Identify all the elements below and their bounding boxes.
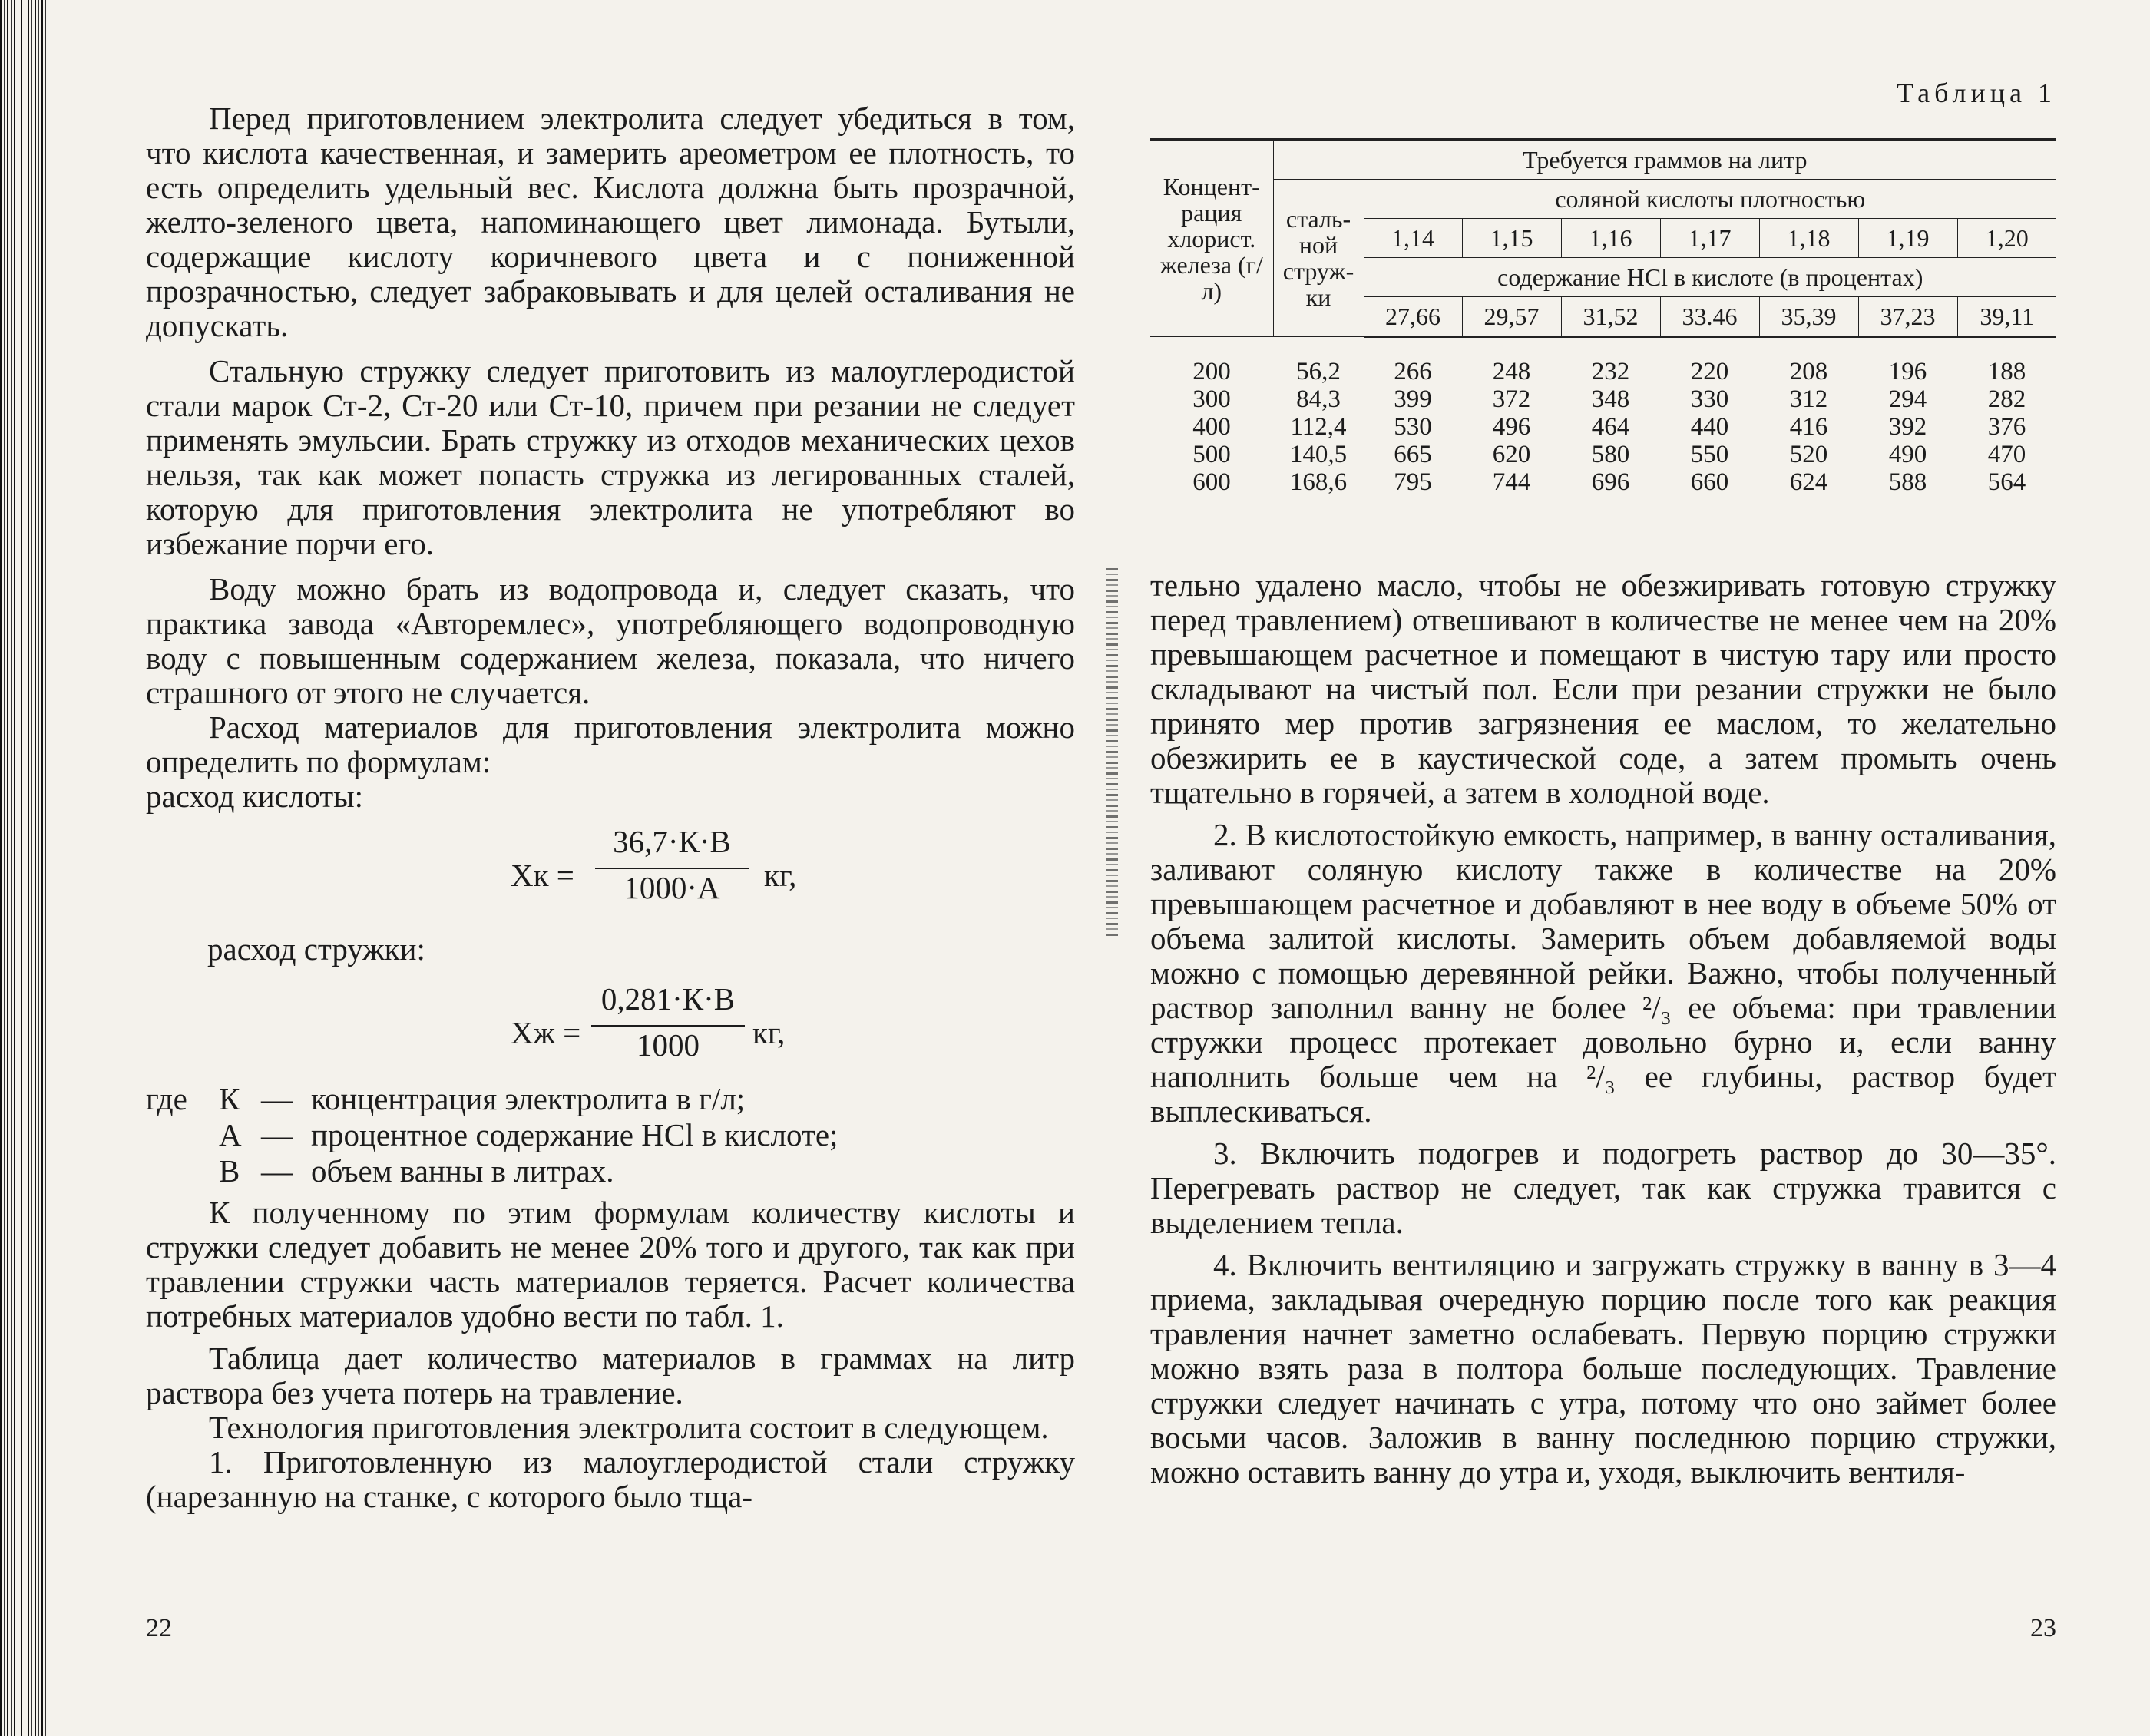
table-cell: 140,5 (1289, 441, 1348, 468)
header-steel: сталь-ной струж-ки (1273, 180, 1364, 337)
page-number-left: 22 (146, 1614, 172, 1642)
left-page-body (146, 101, 1075, 1514)
header-density: 1,19 (1858, 219, 1957, 258)
formula-acid-unit: кг, (764, 858, 797, 893)
table-row (1150, 385, 2056, 413)
table-cell: 624 (1789, 468, 1828, 496)
table-cell: 399 (1394, 385, 1432, 413)
paragraph-continuation: тельно удалено масло, чтобы не обезжиривать готовую стружку перед травлением) отвешивают в количестве не менее чем на 20% превышающем расчетное и помещают в чистую тару или просто складывают на чистый пол. Если при резании стружки не было принято мер против загрязнения ее маслом, то желательно обезжирить ее в каустической соде, а затем промыть очень тщательно в горячей, а затем в холодной воде. (1150, 567, 2056, 810)
table-row (1150, 337, 2056, 386)
formula-shavings-denominator: 1000 (637, 1027, 700, 1063)
table-cell: 220 (1690, 358, 1729, 385)
right-page-body (1150, 568, 2056, 1490)
paragraph-acid-quality: Перед приготовлением электролита следует убедиться в том, что кислота качественная, и замерить ареометром ее плотность, то есть определить удельный вес. Кислота должна быть прозрачной, желто-зеленого цвета, напоминающего цвет лимонада. Бутыли, содержащие кислоту коричневого цвета и с пониженной прозрачностью, следует забраковывать и для целей осталивания не допускать. (146, 101, 1075, 343)
paragraph-steel-shavings: Стальную стружку следует приготовить из малоуглеродистой стали марок Ст-2, Ст-20 или Ст-10, причем при резании не следует применять эмульсии. Брать стружку из отходов механических цехов нельзя, так как может попасть стружка из легированных сталей, которую для приготовления электролита не употребляют во избежание порчи его. (146, 353, 1075, 561)
header-percent: 31,52 (1561, 297, 1660, 337)
table-cell: 188 (1987, 358, 2026, 385)
header-density: 1,16 (1561, 219, 1660, 258)
table-cell: 348 (1591, 385, 1630, 413)
table-cell: 392 (1888, 413, 1927, 441)
table-cell: 56,2 (1296, 357, 1341, 385)
header-percent: 33.46 (1660, 297, 1759, 337)
table-cell: 84,3 (1296, 385, 1341, 413)
table-cell: 300 (1192, 385, 1231, 413)
table-cell: 400 (1192, 413, 1231, 441)
acid-consumption-label: расход кислоты: (146, 779, 364, 814)
legend-text: концентрация электролита в г/л; (311, 1081, 746, 1116)
table-cell: 665 (1394, 441, 1432, 468)
header-hcl-content: содержание HCl в кислоте (в процентах) (1364, 258, 2056, 297)
formula-shavings-unit: кг, (752, 1015, 786, 1050)
table-cell: 620 (1492, 441, 1531, 468)
paragraph-step-4: 4. Включить вентиляцию и загружать стружку в ванну в 3—4 приема, закладывая очередную порцию после того как реакция травления начнет заметно ослабевать. Первую порцию стружки можно взять раза в полтора больше последующих. Травление стружки следует начинать с утра, потому что оно займет более восьми часов. Заложив в ванну последнюю порцию стружки, можно оставить ванну до утра и, уходя, выключить вентиля- (1150, 1247, 2056, 1490)
paragraph-extra-percent: К полученному по этим формулам количеству кислоты и стружки следует добавить не менее 20% того и другого, так как при травлении стружки часть материалов теряется. Расчет количества потребных материалов удобно вести по табл. 1. (146, 1195, 1075, 1334)
table-row (1150, 468, 2056, 496)
table-cell: 550 (1690, 441, 1729, 468)
header-percent: 39,11 (1957, 297, 2056, 337)
shavings-consumption-label: расход стружки: (207, 931, 425, 967)
formula-acid-numerator: 36,7·К·В (613, 824, 731, 859)
right-page (1150, 0, 2056, 1736)
table-cell: 376 (1987, 413, 2026, 441)
table-cell: 196 (1888, 358, 1927, 385)
header-density: 1,14 (1364, 219, 1462, 258)
legend-dash: — (261, 1081, 293, 1116)
header-required: Требуется граммов на литр (1273, 140, 2056, 180)
legend-text: процентное содержание HCl в кислоте; (311, 1117, 838, 1152)
table-cell: 580 (1591, 441, 1630, 468)
table-cell: 588 (1888, 468, 1927, 496)
table-cell: 470 (1987, 441, 2026, 468)
table-cell: 330 (1690, 385, 1729, 413)
left-page (146, 0, 1075, 1736)
table-cell: 490 (1888, 441, 1927, 468)
header-acid: соляной кислоты плотностью (1364, 180, 2056, 219)
table-cell: 500 (1192, 441, 1231, 468)
paragraph-water: Воду можно брать из водопровода и, следует сказать, что практика завода «Авторемлес», употребляющего водопроводную воду с повышенным содержанием железа, показала, что ничего страшного от этого не случается. (146, 571, 1075, 710)
table-cell: 200 (1192, 357, 1231, 385)
header-density: 1,20 (1957, 219, 2056, 258)
table-cell: 294 (1888, 385, 1927, 413)
gutter-shadow (1106, 568, 1118, 937)
paragraph-table-note: Таблица дает количество материалов в граммах на литр раствора без учета потерь на травление. (146, 1341, 1075, 1410)
table-cell: 312 (1789, 385, 1828, 413)
table-row (1150, 441, 2056, 468)
header-percent: 29,57 (1462, 297, 1561, 337)
data-table (1150, 138, 2056, 496)
header-percent: 27,66 (1364, 297, 1462, 337)
table-cell: 660 (1690, 468, 1729, 496)
header-density: 1,18 (1759, 219, 1858, 258)
paragraph-step-3: 3. Включить подогрев и подогреть раствор до 30—35°. Перегревать раствор не следует, так как стружка травится с выделением тепла. (1150, 1136, 2056, 1240)
table-cell: 282 (1987, 385, 2026, 413)
table-cell: 496 (1492, 413, 1531, 441)
table-cell: 564 (1987, 468, 2026, 496)
formula-shavings-lhs: Xж = (511, 1015, 581, 1050)
table-caption: Таблица 1 (1897, 78, 2056, 108)
table-cell: 696 (1591, 468, 1630, 496)
table-cell: 266 (1394, 358, 1432, 385)
paragraph-step-1: 1. Приготовленную из малоуглеродистой стали стружку (нарезанную на станке, с которого было тща- (146, 1444, 1075, 1514)
header-density: 1,17 (1660, 219, 1759, 258)
formula-acid-denominator: 1000·А (624, 870, 720, 905)
formula-acid-lhs: Xк = (511, 858, 574, 893)
table-cell: 248 (1492, 358, 1531, 385)
book-spine-edge (0, 0, 46, 1736)
table-cell: 464 (1591, 413, 1630, 441)
table-cell: 372 (1492, 385, 1531, 413)
legend-text: объем ванны в литрах. (311, 1153, 614, 1189)
header-percent: 35,39 (1759, 297, 1858, 337)
legend-symbol: В (219, 1153, 240, 1189)
header-percent: 37,23 (1858, 297, 1957, 337)
paragraph-technology: Технология приготовления электролита состоит в следующем. (209, 1410, 1049, 1445)
header-concentration: Концент-рация хлорист. железа (г/л) (1150, 140, 1273, 337)
formula-shavings-numerator: 0,281·К·В (600, 981, 736, 1017)
table-cell: 168,6 (1289, 468, 1348, 496)
header-density: 1,15 (1462, 219, 1561, 258)
table-cell: 795 (1394, 468, 1432, 496)
table-cell: 440 (1690, 413, 1729, 441)
table-cell: 600 (1192, 468, 1231, 496)
legend-symbol: А (219, 1117, 242, 1152)
table-cell: 530 (1394, 413, 1432, 441)
table-cell: 416 (1789, 413, 1828, 441)
formula-acid (146, 823, 1075, 923)
table-cell: 208 (1789, 358, 1828, 385)
formula-legend (146, 1080, 1075, 1195)
page-number-right: 23 (2030, 1614, 2056, 1642)
formula-shavings (146, 980, 1075, 1080)
table-cell: 744 (1492, 468, 1531, 496)
paragraph-step-2: 2. В кислотостойкую емкость, например, в ванну осталивания, заливают соляную кислоту также в количестве на 20% превышающем расчетное и добавляют в нее воду в объеме 50% от объема залитой кислоты. Замерить объем добавляемой воды можно с помощью деревянной рейки. Важно, чтобы полученный раствор заполнил ванну не более ²/₃ ее объема: при травлении стружки процесс протекает довольно бурно и, если ванну наполнить больше чем на ²/₃ ее глубины, раствор будет выплескиваться. (1150, 817, 2056, 1129)
legend-where: где (146, 1081, 187, 1116)
paragraph-consumption: Расход материалов для приготовления электролита можно определить по формулам: (146, 709, 1075, 779)
legend-dash: — (261, 1117, 293, 1152)
table-row (1150, 413, 2056, 441)
table-cell: 112,4 (1290, 413, 1347, 441)
table-cell: 520 (1789, 441, 1828, 468)
table-cell: 232 (1591, 358, 1630, 385)
legend-symbol: К (219, 1081, 240, 1116)
legend-dash: — (261, 1153, 293, 1189)
